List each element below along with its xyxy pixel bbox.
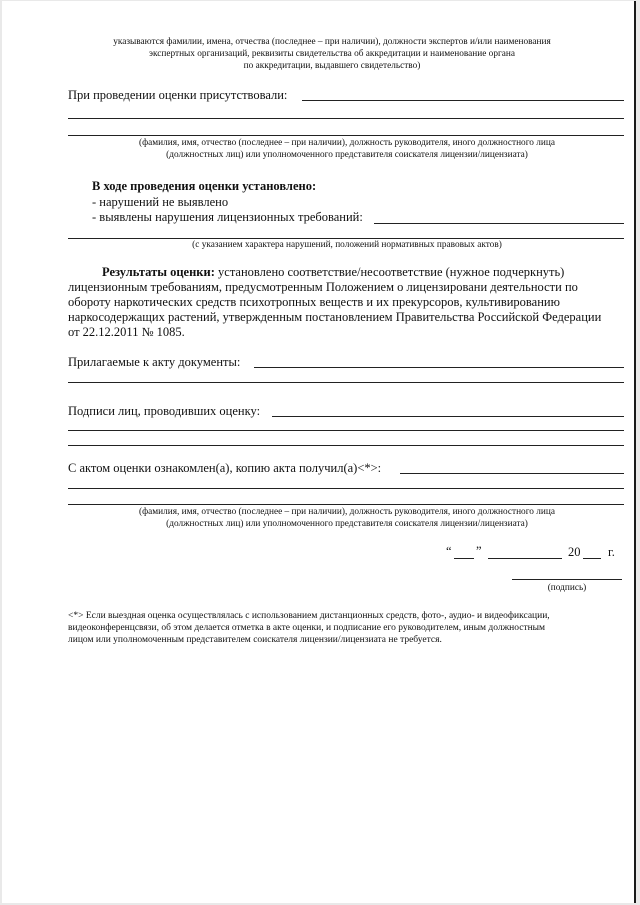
header-caption-line-3: по аккредитации, выдавшего свидетельство) — [243, 61, 421, 71]
acknowledgment-field-line-1[interactable] — [400, 473, 624, 474]
date-day-field[interactable] — [454, 558, 474, 559]
results-paragraph — [68, 265, 624, 340]
attendees-caption-line-2: (должностных лиц) или уполномоченного представителя соискателя лицензии/лицензиата) — [166, 150, 528, 160]
signatures-field-line-1[interactable] — [272, 416, 624, 417]
acknowledgment-field-line-2[interactable] — [68, 488, 624, 489]
attendees-field-line-3[interactable] — [68, 135, 624, 136]
footnote-line-3: лицом или уполномоченным представителем соискателя лицензии/лицензиата не требуется. — [68, 635, 442, 645]
header-caption-line-1: указываются фамилии, имена, отчества (последнее – при наличии), должности экспертов и/или наименования — [113, 37, 551, 47]
attachments-field-line-2[interactable] — [68, 382, 624, 383]
footnote-line-2: видеоконференцсвязи, об этом делается отметка в акте оценки, и подписание его руководителем, иным должностным — [68, 623, 546, 633]
footnote — [68, 610, 628, 646]
results-line-5: от 22.12.2011 № 1085. — [68, 325, 185, 339]
attendees-field-line-2[interactable] — [68, 118, 624, 119]
signatures-label: Подписи лиц, проводивших оценку: — [68, 404, 261, 418]
date-year-field[interactable] — [583, 558, 601, 559]
date-quote-open: “ — [446, 544, 452, 558]
acknowledgment-caption-line-1: (фамилия, имя, отчество (последнее – при наличии), должность руководителя, иного должностного лица — [139, 507, 555, 517]
date-quote-close: ” — [476, 544, 482, 558]
acknowledgment-field-line-3[interactable] — [68, 504, 624, 505]
results-lead: Результаты оценки: — [102, 265, 215, 279]
findings-caption: (с указанием характера нарушений, положений нормативных правовых актов) — [192, 240, 502, 250]
date-suffix: г. — [608, 545, 615, 559]
acknowledgment-caption — [72, 506, 622, 530]
violations-field-line-1[interactable] — [374, 223, 624, 224]
footnote-line-1: <*> Если выездная оценка осуществлялась с использованием дистанционных средств, фото-, аудио- и видеофиксации, — [68, 611, 550, 621]
date-month-field[interactable] — [488, 558, 562, 559]
header-caption-line-2: экспертных организаций, реквизиты свидетельства об аккредитации и наименование органа — [148, 49, 516, 59]
header-caption — [62, 36, 602, 72]
acknowledgment-caption-line-2: (должностных лиц) или уполномоченного представителя соискателя лицензии/лицензиата) — [166, 519, 528, 529]
document-page — [2, 1, 636, 903]
results-line-3: обороту наркотических средств психотропных веществ и их прекурсоров, культивированию — [68, 295, 560, 309]
results-line-4: наркосодержащих растений, утвержденным постановлением Правительства Российской Федерации — [68, 310, 602, 324]
findings-heading: В ходе проведения оценки установлено: — [92, 179, 317, 193]
attachments-label: Прилагаемые к акту документы: — [68, 355, 241, 369]
attendees-caption — [72, 137, 622, 161]
signatures-field-line-3[interactable] — [68, 445, 624, 446]
attachments-field-line-1[interactable] — [254, 367, 624, 368]
results-line-1: установлено соответствие/несоответствие (нужное подчеркнуть) — [218, 265, 565, 279]
attendees-label: При проведении оценки присутствовали: — [68, 88, 288, 102]
results-line-2: лицензионным требованиям, предусмотренным Положением о лицензировани деятельности по — [68, 280, 578, 294]
date-year-prefix: 20 — [568, 545, 581, 559]
findings-item-no-violations: - нарушений не выявлено — [92, 195, 229, 209]
attendees-caption-line-1: (фамилия, имя, отчество (последнее – при наличии), должность руководителя, иного должностного лица — [139, 138, 555, 148]
signatures-field-line-2[interactable] — [68, 430, 624, 431]
findings-item-violations: - выявлены нарушения лицензионных требований: — [92, 210, 363, 224]
attendees-field-line-1[interactable] — [302, 100, 624, 101]
acknowledgment-label: С актом оценки ознакомлен(а), копию акта получил(а)<*>: — [68, 461, 382, 475]
signature-caption: (подпись) — [547, 583, 587, 593]
signature-field-line[interactable] — [512, 579, 622, 580]
